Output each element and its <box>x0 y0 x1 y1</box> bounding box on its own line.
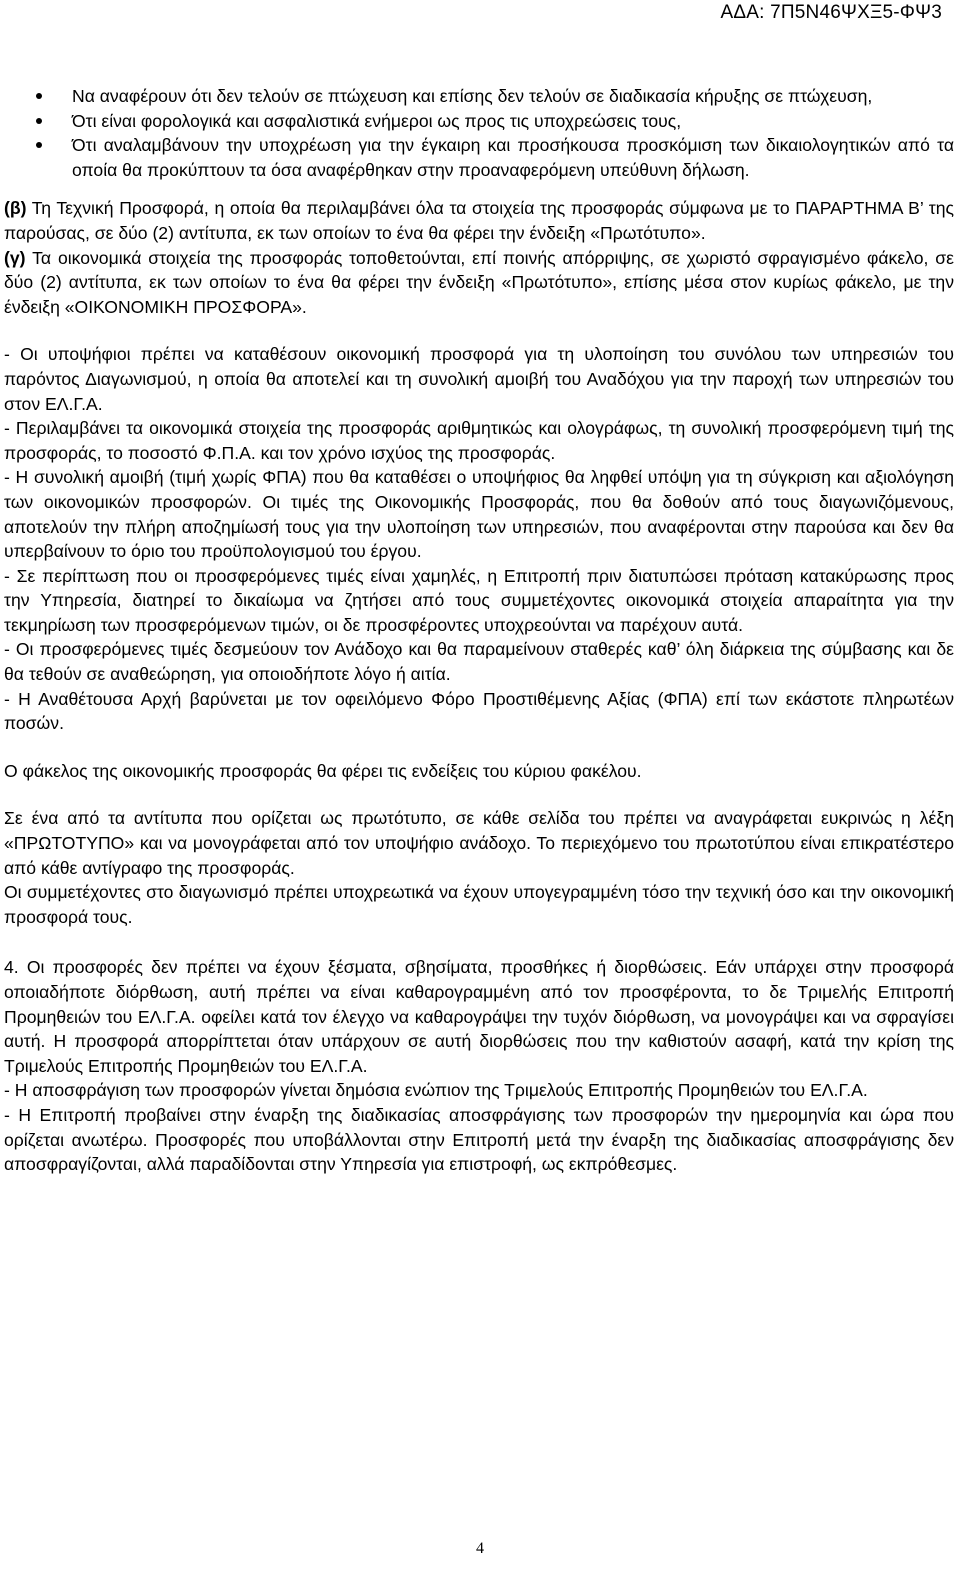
financial-item: - Περιλαμβάνει τα οικονομικά στοιχεία της προσφοράς αριθμητικώς και ολογράφως, τη συνολική προσφερόμενη τιμή της προσφοράς, το ποσοστό Φ.Π.Α. και τον χρόνο ισχύος της προσφοράς. <box>4 418 954 463</box>
bullet-item <box>4 84 954 109</box>
bullet-dot-icon <box>36 142 42 148</box>
bullet-text: Ότι αναλαμβάνουν την υποχρέωση για την έγκαιρη και προσήκουσα προσκόμιση των δικαιολογητικών από τα οποία θα προκύπτουν τα όσα αναφέρθηκαν στην προαναφερόμενη υπεύθυνη δήλωση. <box>72 135 954 180</box>
bullet-text: Να αναφέρουν ότι δεν τελούν σε πτώχευση και επίσης δεν τελούν σε διαδικασία κήρυξης σε πτώχευση, <box>72 86 873 106</box>
paragraph-b <box>4 196 954 245</box>
bullet-dot-icon <box>36 93 42 99</box>
committee-paragraph: - Η Επιτροπή προβαίνει στην έναρξη της διαδικασίας αποσφράγισης των προσφορών την ημερομηνία και ώρα που ορίζεται ανωτέρω. Προσφορές που υποβάλλονται στην Επιτροπή μετά την έναρξη της διαδικασίας αποσφράγισης δεν αποσφραγίζονται, αλλά παραδίδονται στην Υπηρεσία για επιστροφή, ως εκπρόθεσμες. <box>4 1104 954 1175</box>
paragraph-g-label: (γ) <box>4 247 26 268</box>
page-number: 4 <box>476 1540 484 1557</box>
bullet-list <box>4 84 954 182</box>
unsealing-paragraph: - Η αποσφράγιση των προσφορών γίνεται δημόσια ενώπιον της Τριμελούς Επιτροπής Προμηθειών του ΕΛ.Γ.Α. <box>4 1080 868 1101</box>
section-4-paragraph: 4. Οι προσφορές δεν πρέπει να έχουν ξέσματα, σβησίματα, προσθήκες ή διορθώσεις. Εάν υπάρχει στην προσφορά οποιαδήποτε διόρθωση, αυτή πρέπει να είναι καθαρογραμμένη από τον προσφέροντα, το δε Τριμελής Επιτροπή Προμηθειών του ΕΛ.Γ.Α. οφείλει κατά τον έλεγχο να καθαρογράψει την τυχόν διόρθωση, να μονογράψει και να σφραγίσει αυτή. Η προσφορά απορρίπτεται όταν υπάρχουν σε αυτή διορθώσεις που την καθιστούν ασαφή, κατά την κρίση της Τριμελούς Επιτροπής Προμηθειών του ΕΛ.Γ.Α. <box>4 957 954 1076</box>
financial-item: - Οι προσφερόμενες τιμές δεσμεύουν τον Ανάδοχο και θα παραμείνουν σταθερές καθ’ όλη διάρκεια της σύμβασης και δε θα τεθούν σε αναθεώρηση, για οποιοδήποτε λόγο ή αιτία. <box>4 639 954 685</box>
bullet-dot-icon <box>36 118 42 124</box>
financial-item: - Η Αναθέτουσα Αρχή βαρύνεται με τον οφειλόμενο Φόρο Προστιθέμενης Αξίας (ΦΠΑ) επί των εκάστοτε πληρωτέων ποσών. <box>4 688 954 734</box>
document-body <box>4 84 954 1177</box>
paragraph-g <box>4 246 954 320</box>
signature-paragraph: Οι συμμετέχοντες στο διαγωνισμό πρέπει υποχρεωτικά να έχουν υπογεγραμμένη τόσο την τεχνική όσο και την οικονομική προσφορά τους. <box>4 882 954 927</box>
bullet-text: Ότι είναι φορολογικά και ασφαλιστικά ενήμεροι ως προς τις υποχρεώσεις τους, <box>72 110 682 131</box>
envelope-note: Ο φάκελος της οικονομικής προσφοράς θα φέρει τις ενδείξεις του κύριου φακέλου. <box>4 760 642 781</box>
bullet-item <box>4 133 954 182</box>
paragraph-g-text: Τα οικονομικά στοιχεία της προσφοράς τοποθετούνται, επί ποινής απόρριψης, σε χωριστό σφραγισμένο φάκελο, σε δύο (2) αντίτυπα, εκ των οποίων το ένα θα φέρει την ένδειξη «Πρωτότυπο», επίσης μέσα στον κυρίως φάκελο, με την ένδειξη «ΟΙΚΟΝΟΜΙΚΗ ΠΡΟΣΦΟΡΑ». <box>4 247 954 317</box>
original-copy-paragraph: Σε ένα από τα αντίτυπα που ορίζεται ως πρωτότυπο, σε κάθε σελίδα του πρέπει να αναγράφεται ευκρινώς η λέξη «ΠΡΩΤΟΤΥΠΟ» και να μονογράφεται από τον υποψήφιο ανάδοχο. Το περιεχόμενο του πρωτοτύπου είναι επικρατέστερο από κάθε αντίγραφο της προσφοράς. <box>4 808 954 878</box>
paragraph-b-label: (β) <box>4 198 27 219</box>
financial-item: - Η συνολική αμοιβή (τιμή χωρίς ΦΠΑ) που θα καταθέσει ο υποψήφιος θα ληφθεί υπόψη για τη σύγκριση και αξιολόγηση των οικονομικών προσφορών. Οι τιμές της Οικονομικής Προσφοράς, που θα δοθούν από τους διαγωνιζόμενους, αποτελούν την πλήρη αποζημίωσή τους για την υλοποίηση των υπηρεσιών, που αναφέρονται στην παρούσα και δεν θα υπερβαίνουν το όριο του προϋπολογισμού του έργου. <box>4 467 954 562</box>
financial-item: - Σε περίπτωση που οι προσφερόμενες τιμές είναι χαμηλές, η Επιτροπή πριν διατυπώσει πρόταση κατακύρωσης προς την Υπηρεσία, διατηρεί το δικαίωμα να ζητήσει από τους συμμετέχοντες οικονομικά στοιχεία απαραίτητα για την τεκμηρίωση των προσφερόμενων τιμών, οι δε προσφέροντες υποχρεούνται να παρέχουν αυτά. <box>4 565 954 635</box>
financial-item: - Οι υποψήφιοι πρέπει να καταθέσουν οικονομική προσφορά για τη υλοποίηση του συνόλου των υπηρεσιών του παρόντος Διαγωνισμού, η οποία θα αποτελεί και τη συνολική αμοιβή του Αναδόχου για την παροχή των υπηρεσιών του στον ΕΛ.Γ.Α. <box>4 344 954 414</box>
bullet-item <box>4 109 954 134</box>
paragraph-b-text: Τη Τεχνική Προσφορά, η οποία θα περιλαμβάνει όλα τα στοιχεία της προσφοράς σύμφωνα με το ΠΑΡΑΡΤΗΜΑ Β’ της παρούσας, σε δύο (2) αντίτυπα, εκ των οποίων το ένα θα φέρει την ένδειξη «Πρωτότυπο». <box>4 198 954 243</box>
ada-code: ΑΔΑ: 7Π5Ν46ΨΧΞ5-ΦΨ3 <box>720 2 942 23</box>
